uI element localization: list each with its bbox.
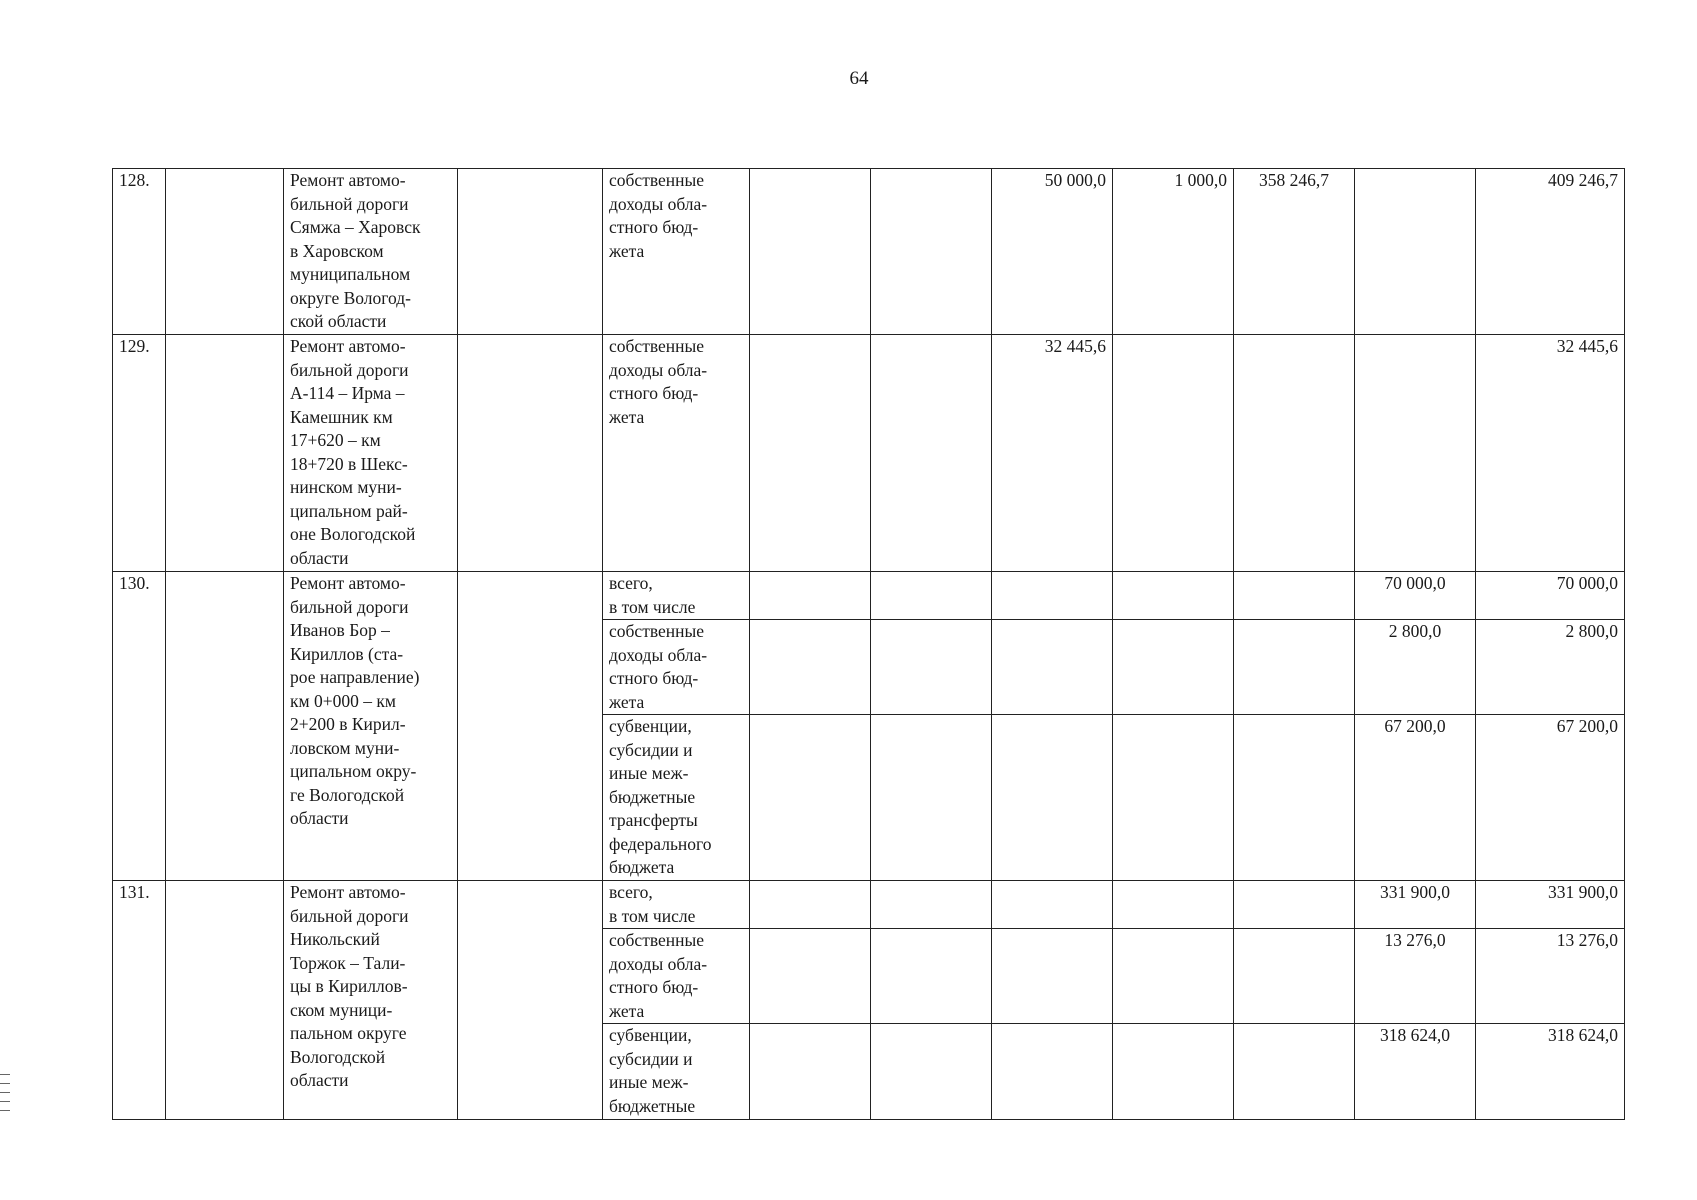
funding-source-line: собственные [609, 930, 705, 950]
funding-source-cell [603, 572, 750, 620]
year-value [992, 620, 1113, 715]
year-value: 358 246,7 [1234, 169, 1355, 335]
year-value: 331 900,0 [1355, 881, 1476, 929]
object-name-line: в Харовском [290, 240, 384, 261]
page-number: 64 [849, 68, 869, 89]
empty-cell [871, 572, 992, 620]
funding-source-line: стного бюд- [609, 977, 699, 997]
object-name-cell [284, 572, 458, 881]
object-name-line: области [290, 808, 349, 828]
row-number: 130. [113, 572, 166, 881]
year-value [1234, 620, 1355, 715]
total-value: 409 246,7 [1476, 169, 1625, 335]
year-value: 1 000,0 [1113, 169, 1234, 335]
row-number: 131. [113, 881, 166, 1120]
object-name-line: бильной дороги [290, 596, 409, 617]
object-name-line: Вологодской [290, 1046, 386, 1067]
object-name-line: Кириллов (ста- [290, 643, 404, 664]
empty-cell [458, 169, 603, 335]
funding-source-line: иные меж- [609, 763, 689, 783]
funding-source-line: бюджетные [609, 786, 696, 807]
funding-source-cell [603, 1024, 750, 1120]
funding-source-cell [603, 929, 750, 1024]
margin-mark [0, 1092, 10, 1093]
empty-cell [750, 572, 871, 620]
funding-source-line: собственные [609, 170, 705, 190]
object-name-line: ловском муни- [290, 737, 400, 758]
year-value [992, 715, 1113, 881]
year-value [1234, 335, 1355, 572]
empty-cell [871, 881, 992, 929]
year-value [1234, 881, 1355, 929]
funding-source-line: всего, [609, 882, 653, 902]
funding-source-line: субвенции, [609, 1025, 692, 1045]
funding-source-line: стного бюд- [609, 217, 699, 237]
year-value [992, 929, 1113, 1024]
funding-source-line: трансферты [609, 810, 698, 830]
funding-source-line: жета [609, 1000, 645, 1021]
year-value [1234, 572, 1355, 620]
margin-mark [0, 1083, 10, 1084]
row-number: 128. [113, 169, 166, 335]
object-name-line: км 0+000 – км [290, 690, 396, 711]
year-value [1113, 929, 1234, 1024]
object-name-line: бильной дороги [290, 193, 409, 214]
object-name-line: ге Вологодской [290, 784, 405, 805]
empty-cell [458, 881, 603, 1120]
year-value: 32 445,6 [992, 335, 1113, 572]
year-value [1355, 169, 1476, 335]
object-name-line: бильной дороги [290, 905, 409, 926]
year-value [1113, 881, 1234, 929]
year-value [1355, 335, 1476, 572]
object-name-cell [284, 881, 458, 1120]
funding-source-line: всего, [609, 573, 653, 593]
year-value [992, 572, 1113, 620]
empty-cell [750, 169, 871, 335]
funding-source-line: доходы обла- [609, 193, 708, 214]
year-value [1234, 1024, 1355, 1120]
funding-source-line: субвенции, [609, 716, 692, 736]
object-name-line: Сямжа – Харовск [290, 217, 421, 237]
empty-cell [166, 335, 284, 572]
funding-source-line: федерального [609, 833, 712, 854]
year-value [1113, 620, 1234, 715]
funding-source-line: бюджета [609, 857, 675, 877]
year-value [1113, 715, 1234, 881]
object-name-line: рое направление) [290, 667, 420, 687]
funding-source-cell [603, 715, 750, 881]
empty-cell [750, 335, 871, 572]
object-name-line: 17+620 – км [290, 430, 381, 450]
funding-source-line: собственные [609, 336, 705, 356]
margin-mark [0, 1074, 10, 1075]
empty-cell [871, 1024, 992, 1120]
funding-source-line: стного бюд- [609, 383, 699, 403]
year-value: 13 276,0 [1355, 929, 1476, 1024]
table-row [113, 335, 1625, 572]
object-name-line: цы в Кириллов- [290, 976, 408, 996]
funding-source-line: доходы обла- [609, 359, 708, 380]
total-value: 13 276,0 [1476, 929, 1625, 1024]
table-row [113, 572, 1625, 620]
empty-cell [166, 169, 284, 335]
year-value [1234, 929, 1355, 1024]
empty-cell [458, 572, 603, 881]
table-row [113, 169, 1625, 335]
year-value: 50 000,0 [992, 169, 1113, 335]
funding-source-line: субсидии и [609, 1048, 693, 1069]
funding-source-line: бюджетные [609, 1095, 696, 1116]
object-name-line: ской области [290, 311, 387, 331]
object-name-line: 2+200 в Кирил- [290, 714, 406, 734]
margin-mark [0, 1110, 10, 1111]
year-value: 2 800,0 [1355, 620, 1476, 715]
object-name-line: оне Вологодской [290, 524, 416, 544]
year-value [992, 881, 1113, 929]
object-name-line: ципальном окру- [290, 761, 417, 781]
object-name-line: пальном округе [290, 1023, 407, 1043]
object-name-line: ском муници- [290, 999, 393, 1020]
funding-source-line: жета [609, 691, 645, 712]
table-body [113, 169, 1625, 1120]
year-value [1113, 1024, 1234, 1120]
empty-cell [750, 929, 871, 1024]
object-name-line: Ремонт автомо- [290, 882, 406, 902]
total-value: 318 624,0 [1476, 1024, 1625, 1120]
object-name-line: нинском муни- [290, 477, 402, 497]
funding-source-line: субсидии и [609, 739, 693, 760]
object-name-line: Торжок – Тали- [290, 952, 406, 973]
object-name-line: области [290, 547, 349, 568]
funding-source-line: доходы обла- [609, 644, 708, 665]
empty-cell [750, 881, 871, 929]
funding-source-line: в том числе [609, 905, 696, 926]
object-name-line: Ремонт автомо- [290, 336, 406, 356]
empty-cell [458, 335, 603, 572]
object-name-line: 18+720 в Шекс- [290, 453, 408, 474]
year-value [992, 1024, 1113, 1120]
empty-cell [166, 572, 284, 881]
empty-cell [871, 169, 992, 335]
object-name-line: округе Вологод- [290, 287, 412, 308]
empty-cell [750, 715, 871, 881]
object-name-line: Камешник км [290, 406, 393, 427]
object-name-line: Ремонт автомо- [290, 170, 406, 190]
margin-mark [0, 1101, 10, 1102]
funding-source-line: стного бюд- [609, 668, 699, 688]
object-name-line: Никольский [290, 929, 380, 949]
table-row [113, 881, 1625, 929]
funding-source-line: жета [609, 240, 645, 261]
funding-source-line: доходы обла- [609, 953, 708, 974]
funding-source-line: собственные [609, 621, 705, 641]
funding-source-cell [603, 335, 750, 572]
funding-source-line: в том числе [609, 596, 696, 617]
budget-table [112, 168, 1625, 1120]
year-value [1113, 572, 1234, 620]
empty-cell [871, 620, 992, 715]
object-name-line: муниципальном [290, 264, 411, 284]
empty-cell [750, 620, 871, 715]
empty-cell [871, 929, 992, 1024]
funding-source-cell [603, 881, 750, 929]
object-name-cell [284, 335, 458, 572]
object-name-line: Иванов Бор – [290, 620, 390, 640]
funding-source-cell [603, 169, 750, 335]
funding-source-line: жета [609, 406, 645, 427]
funding-source-line: иные меж- [609, 1072, 689, 1092]
object-name-line: области [290, 1070, 349, 1090]
empty-cell [166, 881, 284, 1120]
year-value: 318 624,0 [1355, 1024, 1476, 1120]
object-name-line: Ремонт автомо- [290, 573, 406, 593]
empty-cell [871, 335, 992, 572]
total-value: 2 800,0 [1476, 620, 1625, 715]
empty-cell [871, 715, 992, 881]
funding-source-cell [603, 620, 750, 715]
object-name-cell [284, 169, 458, 335]
object-name-line: ципальном рай- [290, 500, 408, 521]
year-value [1234, 715, 1355, 881]
row-number: 129. [113, 335, 166, 572]
total-value: 331 900,0 [1476, 881, 1625, 929]
object-name-line: бильной дороги [290, 359, 409, 380]
year-value: 70 000,0 [1355, 572, 1476, 620]
empty-cell [750, 1024, 871, 1120]
object-name-line: А-114 – Ирма – [290, 383, 405, 403]
total-value: 32 445,6 [1476, 335, 1625, 572]
total-value: 70 000,0 [1476, 572, 1625, 620]
total-value: 67 200,0 [1476, 715, 1625, 881]
year-value: 67 200,0 [1355, 715, 1476, 881]
year-value [1113, 335, 1234, 572]
